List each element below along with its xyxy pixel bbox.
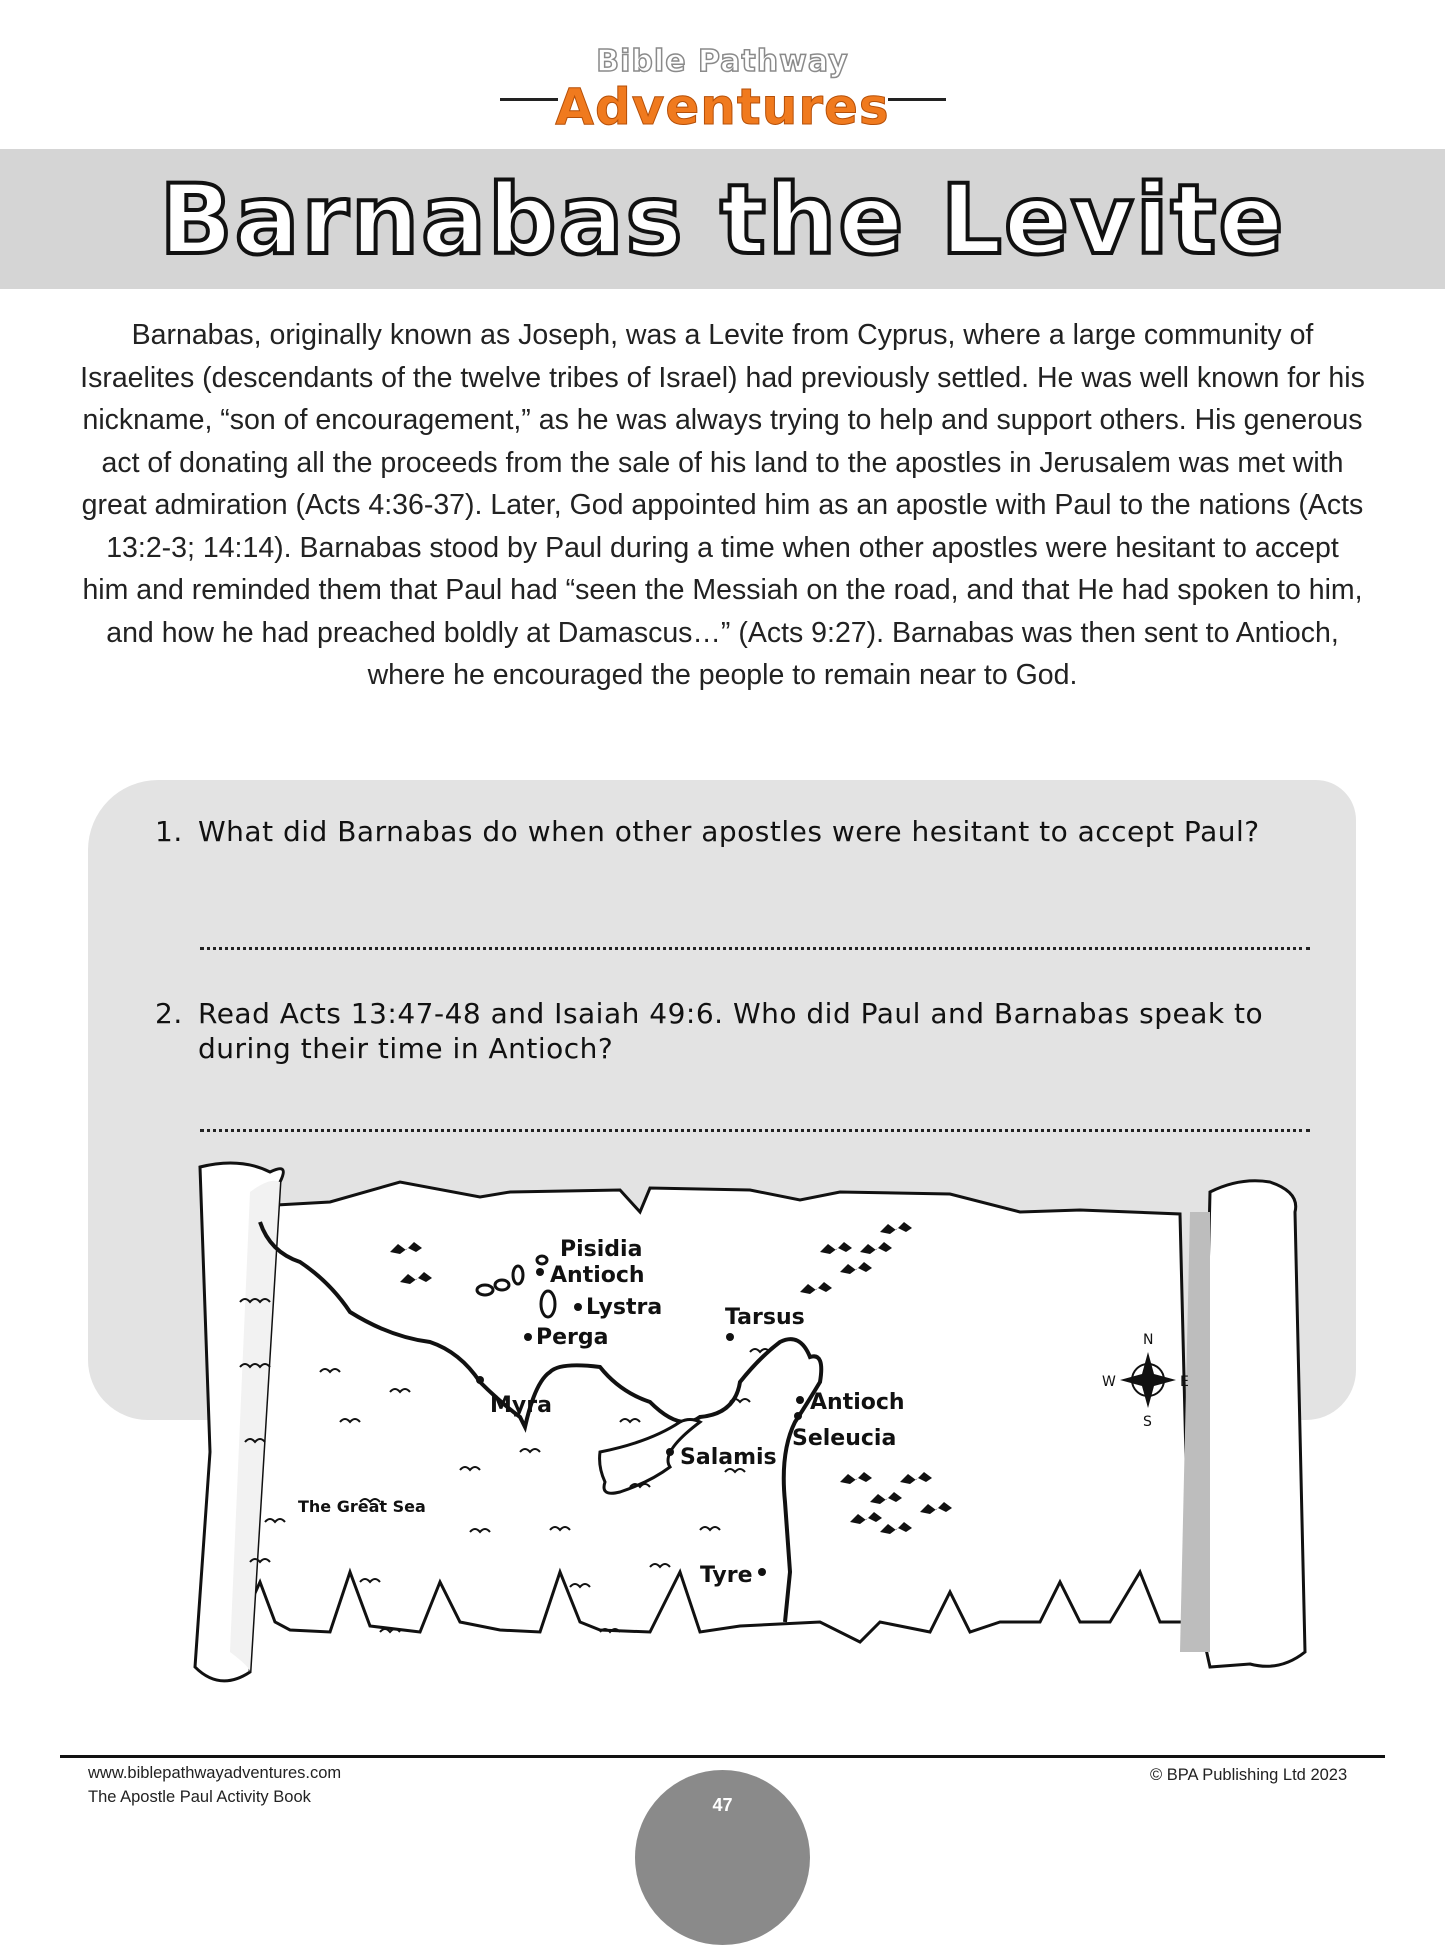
label-antioch-pisidia: Antioch: [550, 1263, 645, 1288]
answer-line-2[interactable]: [200, 1129, 1310, 1132]
dot-lystra: [574, 1303, 582, 1311]
dot-antioch-pisidia: [536, 1268, 544, 1276]
label-myra: Myra: [490, 1393, 552, 1418]
logo-bottom-text: Adventures: [555, 78, 890, 136]
question-2-number: 2.: [155, 997, 183, 1030]
footer-copyright: © BPA Publishing Ltd 2023: [1150, 1766, 1348, 1784]
label-great-sea: The Great Sea: [298, 1497, 426, 1516]
footer-rule: [60, 1755, 1385, 1758]
dot-tyre: [758, 1568, 766, 1576]
map-scroll: [180, 1152, 1320, 1714]
compass-s: S: [1143, 1414, 1152, 1430]
compass-e: E: [1180, 1374, 1189, 1390]
label-seleucia: Seleucia: [792, 1426, 897, 1451]
dot-antioch-syria: [796, 1396, 804, 1404]
logo-top-text: Bible Pathway: [596, 44, 849, 79]
answer-line-1[interactable]: [200, 947, 1310, 950]
page-title: Barnabas the Levite: [159, 164, 1286, 276]
label-pisidia: Pisidia: [560, 1237, 643, 1262]
question-1-number: 1.: [155, 815, 183, 848]
footer-book-title: The Apostle Paul Activity Book: [88, 1788, 311, 1806]
label-lystra: Lystra: [586, 1295, 663, 1320]
label-perga: Perga: [536, 1325, 609, 1350]
label-tarsus: Tarsus: [725, 1305, 805, 1330]
dot-perga: [524, 1333, 532, 1341]
label-salamis: Salamis: [680, 1445, 777, 1470]
scroll-right-roll: [1200, 1181, 1305, 1667]
footer-website[interactable]: www.biblepathwayadventures.com: [88, 1764, 342, 1782]
dot-tarsus: [726, 1333, 734, 1341]
dot-salamis: [666, 1448, 674, 1456]
compass-w: W: [1102, 1374, 1116, 1390]
intro-paragraph: Barnabas, originally known as Joseph, was a Levite from Cyprus, where a large community of Israelites (descendants of the twelve tribes of Israel) had previously settled. He was well known for his nickname, “son of encouragement,” as he was always trying to help and support others. His generous act of donating all the proceeds from the sale of his land to the apostles in Jerusalem was met with great admiration (Acts 4:36-37). Later, God appointed him as an apostle with Paul to the nations (Acts 13:2-3; 14:14). Barnabas stood by Paul during a time when other apostles were hesitant to accept him and reminded them that Paul had “seen the Messiah on the road, and that He had spoken to him, and how he had preached boldly at Damascus…” (Acts 9:27). Barnabas was then sent to Antioch, where he encouraged the people to remain near to God.: [80, 319, 1365, 691]
question-2-text: Read Acts 13:47-48 and Isaiah 49:6. Who did Paul and Barnabas speak to during their time in Antioch?: [198, 997, 1264, 1065]
compass-n: N: [1143, 1332, 1154, 1348]
page-number: 47: [712, 1795, 733, 1815]
dot-myra: [476, 1376, 484, 1384]
label-antioch-syria: Antioch: [810, 1390, 905, 1415]
dot-seleucia: [794, 1412, 802, 1420]
label-tyre: Tyre: [700, 1563, 753, 1588]
question-1-text: What did Barnabas do when other apostles were hesitant to accept Paul?: [198, 815, 1260, 848]
